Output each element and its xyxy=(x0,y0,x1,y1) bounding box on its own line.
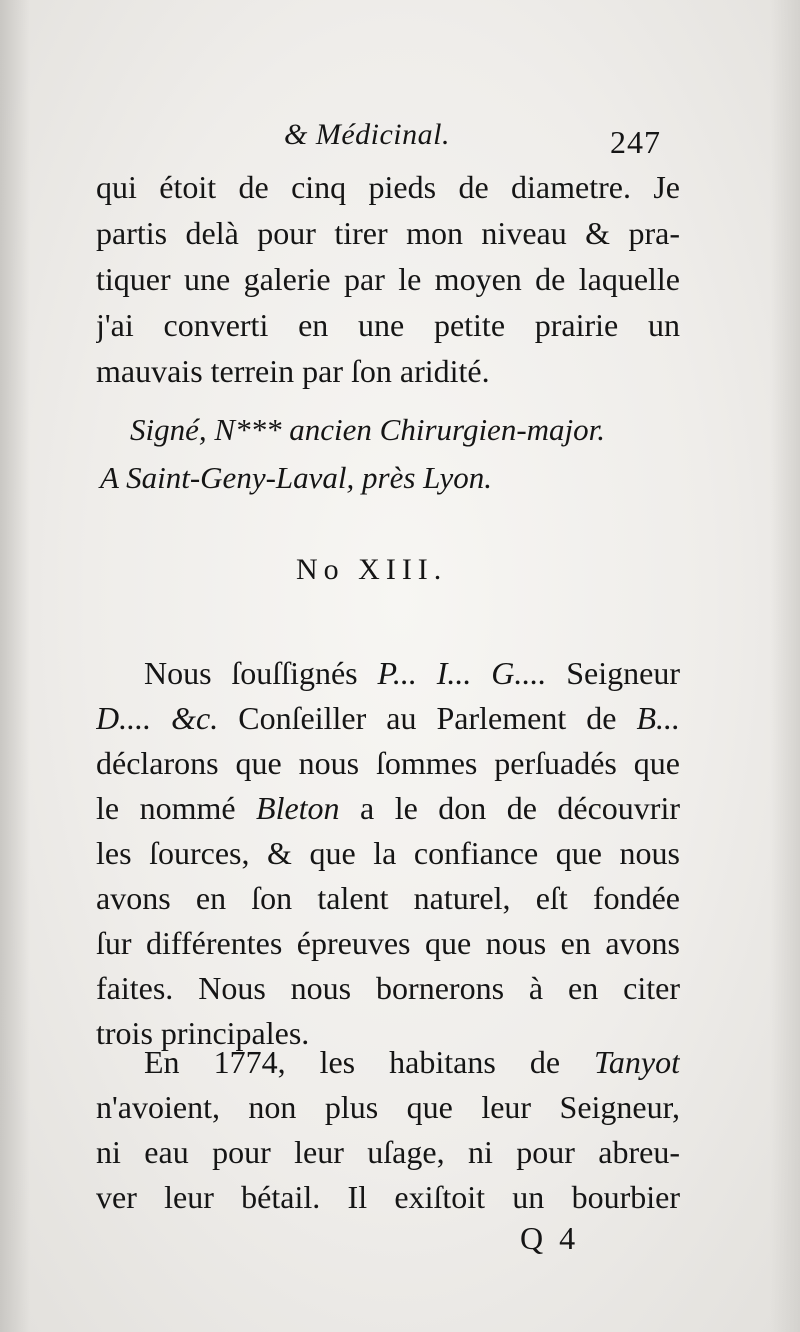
text-line: avons en ſon talent naturel, eſt fondée xyxy=(96,880,680,916)
text-segment: Conſeiller au Parlement de xyxy=(218,700,637,736)
signature-block xyxy=(100,406,606,502)
text-line xyxy=(96,696,680,741)
text-line: les ſources, & que la confiance que nous xyxy=(96,835,680,871)
text-segment: Nous ſouſſignés xyxy=(144,655,378,691)
paragraph-continuation xyxy=(96,164,680,394)
section-heading: No XIII. xyxy=(296,553,448,586)
text-line: mauvais terrein par ſon aridité. xyxy=(96,353,490,389)
text-segment: le nommé xyxy=(96,790,257,826)
text-line: ver leur bétail. Il exiſtoit un bourbier xyxy=(96,1179,680,1215)
text-line xyxy=(96,1040,680,1085)
text-line: tiquer une galerie par le moyen de laquelle xyxy=(96,261,680,297)
text-line: n'avoient, non plus que leur Seigneur, xyxy=(96,1089,680,1125)
text-line: partis delà pour tirer mon niveau & pra- xyxy=(96,215,680,251)
signature-name: Signé, N*** ancien Chirurgien-major. xyxy=(130,412,606,447)
text-line: trois principales. xyxy=(96,1015,310,1051)
text-line: déclarons que nous ſommes perſuadés que xyxy=(96,745,680,781)
person-name: Bleton xyxy=(256,790,340,826)
text-line: ſur différentes épreuves que nous en avons xyxy=(96,925,680,961)
text-line xyxy=(96,651,680,696)
page-right-edge xyxy=(770,0,800,1332)
signature-place: A Saint-Geny-Laval, près Lyon. xyxy=(100,460,492,495)
text-line xyxy=(96,786,680,831)
page-number: 247 xyxy=(610,124,661,160)
gathering-signature-mark: Q 4 xyxy=(520,1220,580,1256)
signatory-title: D.... &c. xyxy=(96,700,219,736)
place-name: Tanyot xyxy=(594,1044,680,1080)
signatory-initials: P... I... G.... xyxy=(377,655,547,691)
narrative-paragraph xyxy=(96,1040,680,1220)
text-segment: En 1774, les habitans de xyxy=(144,1044,595,1080)
running-head: & Médicinal. xyxy=(284,118,450,151)
text-line: qui étoit de cinq pieds de diametre. Je xyxy=(96,169,680,205)
parliament-initial: B... xyxy=(636,700,680,736)
text-segment: a le don de découvrir xyxy=(339,790,680,826)
text-line: faites. Nous nous bornerons à en citer xyxy=(96,970,680,1006)
page-left-edge xyxy=(0,0,30,1332)
text-segment: Seigneur xyxy=(546,655,680,691)
text-line: ni eau pour leur uſage, ni pour abreu- xyxy=(96,1134,680,1170)
attestation-paragraph xyxy=(96,651,680,1056)
text-line: j'ai converti en une petite prairie un xyxy=(96,307,680,343)
